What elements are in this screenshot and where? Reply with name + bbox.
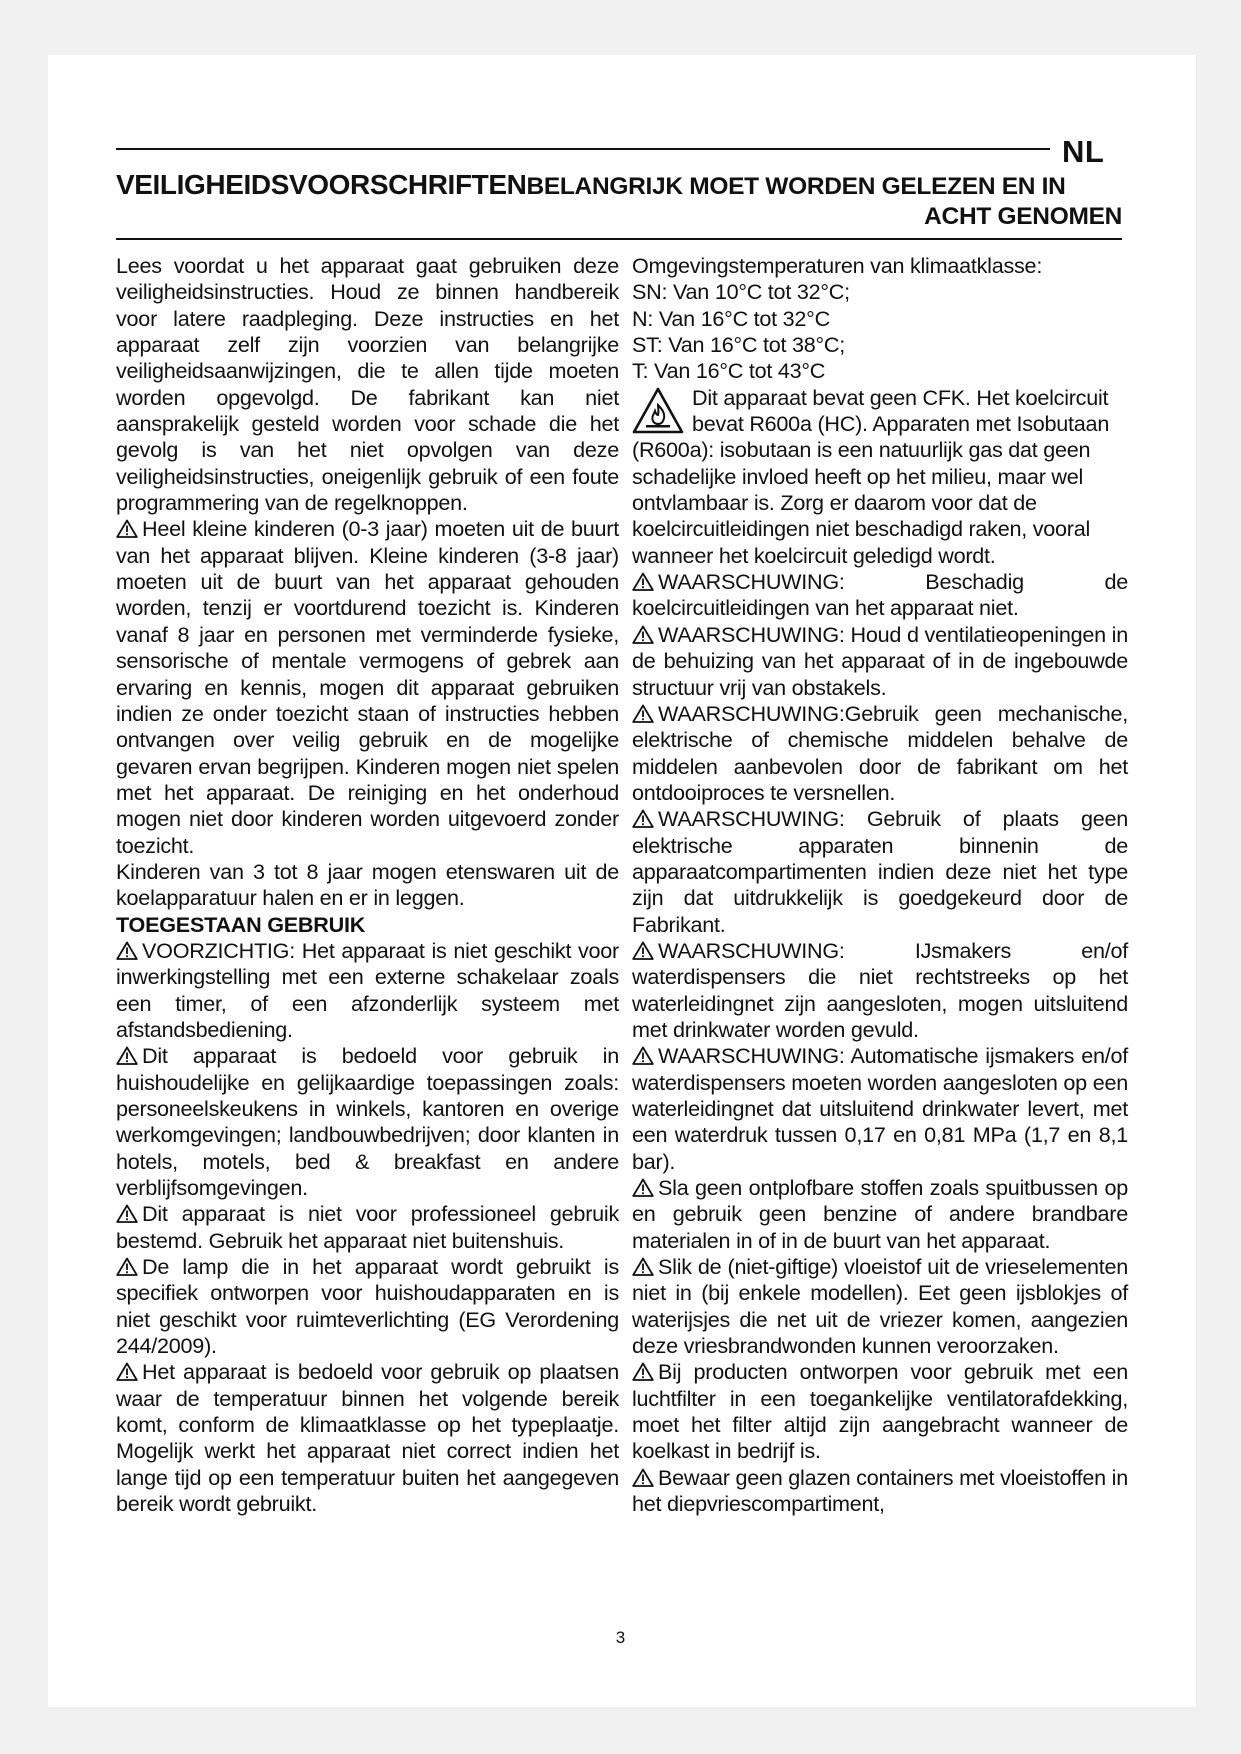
warning-triangle-icon xyxy=(632,704,654,723)
header-rule-bottom xyxy=(116,238,1122,240)
warning-water-pressure xyxy=(632,1043,1128,1175)
temperature-paragraph xyxy=(116,1359,619,1517)
children-warning-paragraph xyxy=(116,516,619,858)
lamp-text: De lamp die in het apparaat wordt gebruikt is specifiek ontworpen voor huishoudapparaten en is niet geschikt voor ruimteverlichting (EG Verordening 244/2009). xyxy=(116,1254,619,1359)
warning-icemakers-drinking-water xyxy=(632,938,1128,1043)
warning-triangle-icon xyxy=(632,1257,654,1276)
section-heading-permitted-use: TOEGESTAAN GEBRUIK xyxy=(116,911,366,937)
title-sub-line2: ACHT GENOMEN xyxy=(924,203,1122,230)
warning-icemakers-drinking-water-text: WAARSCHUWING: IJsmakers en/of waterdispensers die niet rechtstreeks op het waterleidingnet zijn aangesloten, mogen uitsluitend met drinkwater worden gevuld. xyxy=(632,937,1128,1042)
intro-paragraph: Lees voordat u het apparaat gaat gebruiken deze veiligheidsinstructies. Houd ze binnen handbereik voor latere raadpleging. Deze instructies en het apparaat zelf zijn voorzien van belangrijke veiligheidsaanwijzingen, die te allen tijde moeten worden opgevolgd. De fabrikant kan niet aansprakelijk gesteld worden voor schade die het gevolg is van het niet opvolgen van deze veiligheidsinstructies, oneigenlijk gebruik of een foute programmering van de regelknoppen. xyxy=(116,253,619,516)
climate-class-intro: Omgevingstemperaturen van klimaatklasse: xyxy=(632,253,1043,278)
right-column xyxy=(632,253,1128,1518)
warning-air-filter xyxy=(632,1359,1128,1464)
flammable-warning-icon xyxy=(632,387,684,435)
not-professional-text: Dit apparaat is niet voor professioneel gebruik bestemd. Gebruik het apparaat niet buitenshuis. xyxy=(116,1201,619,1253)
warning-triangle-icon xyxy=(632,1178,654,1197)
warning-triangle-icon xyxy=(632,1468,654,1487)
warning-electrical xyxy=(632,806,1128,938)
household-use-text: Dit apparaat is bedoeld voor gebruik in huishoudelijke en gelijkaardige toepassingen zoals: personeelskeukens in winkels, kantoren en overige werkomgevingen; landbouwbedrijven; door klanten in hotels, motels, bed & breakfast en andere verblijfsomgevingen. xyxy=(116,1043,619,1201)
warning-ventilation xyxy=(632,622,1128,701)
warning-freezer-liquid-text: Slik de (niet-giftige) vloeistof uit de vrieselementen niet in (bij enkele modellen). Eet geen ijsblokjes of waterijsjes die net uit de vriezer komen, aangezien deze vriesbrandwonden kunnen veroorzaken. xyxy=(632,1254,1128,1359)
warning-triangle-icon xyxy=(632,809,654,828)
warning-air-filter-text: Bij producten ontworpen voor gebruik met een luchtfilter in een toegankelijke ventilatorafdekking, moet het filter altijd zijn aangebracht wanneer de koelkast in bedrijf is. xyxy=(632,1359,1128,1464)
warning-triangle-icon xyxy=(632,1046,654,1065)
household-use-paragraph xyxy=(116,1043,619,1201)
warning-ventilation-text: WAARSCHUWING: Houd d ventilatieopeningen in de behuizing van het apparaat of in de ingebouwde structuur vrij van obstakels. xyxy=(632,621,1128,700)
warning-defrost xyxy=(632,701,1128,806)
children-food-paragraph: Kinderen van 3 tot 8 jaar mogen etenswaren uit de koelapparatuur halen en er in leggen. xyxy=(116,858,619,911)
warning-triangle-icon xyxy=(116,1204,138,1223)
climate-class-n: N: Van 16°C tot 32°C xyxy=(632,305,830,331)
warning-triangle-icon xyxy=(632,572,654,591)
warning-triangle-icon xyxy=(632,941,654,960)
header-rule-top xyxy=(116,148,1050,150)
warning-explosives xyxy=(632,1175,1128,1254)
warning-water-pressure-text: WAARSCHUWING: Automatische ijsmakers en/of waterdispensers moeten worden aangesloten op een waterleidingnet dat uitsluitend drinkwater levert, met een waterdruk tussen 0,17 en 0,81 MPa (1,7 en 8,1 bar). xyxy=(632,1043,1128,1174)
warning-freezer-liquid xyxy=(632,1254,1128,1359)
warning-triangle-icon xyxy=(116,941,138,960)
title-main: VEILIGHEIDSVOORSCHRIFTEN xyxy=(116,169,527,200)
children-warning-text: Heel kleine kinderen (0-3 jaar) moeten uit de buurt van het apparaat blijven. Kleine kinderen (3-8 jaar) moeten uit de buurt van het apparaat gehouden worden, tenzij er voortdurend toezicht is. Kinderen vanaf 8 jaar en personen met verminderde fysieke, sensorische of mentale vermogens of gebrek aan ervaring en kennis, mogen dit apparaat gebruiken indien ze onder toezicht staan of instructies hebben ontvangen over veilig gebruik en de mogelijke gevaren ervan begrijpen. Kinderen mogen niet spelen met het apparaat. De reiniging en het onderhoud mogen niet door kinderen worden uitgevoerd zonder toezicht. xyxy=(116,516,619,858)
caution-paragraph xyxy=(116,938,619,1043)
left-column xyxy=(116,253,619,1518)
language-code: NL xyxy=(1062,134,1105,169)
not-professional-paragraph xyxy=(116,1201,619,1254)
warning-triangle-icon xyxy=(632,625,654,644)
warning-defrost-text: WAARSCHUWING:Gebruik geen mechanische, elektrische of chemische middelen behalve de middelen aanbevolen door de fabrikant om het ontdooiproces te versnellen. xyxy=(632,700,1128,805)
warning-triangle-icon xyxy=(116,1257,138,1276)
warning-explosives-text: Sla geen ontplofbare stoffen zoals spuitbussen op en gebruik geen benzine of andere brandbare materialen in of in de buurt van het apparaat. xyxy=(632,1175,1128,1253)
caution-text: VOORZICHTIG: Het apparaat is niet geschikt voor inwerkingstelling met een externe schakelaar zoals een timer, of een afzonderlijk systeem met afstandsbediening. xyxy=(116,937,619,1042)
page-number: 3 xyxy=(615,1628,626,1647)
climate-class-t: T: Van 16°C tot 43°C xyxy=(632,358,826,384)
warning-refrigerant-lines xyxy=(632,569,1128,622)
temperature-text: Het apparaat is bedoeld voor gebruik op plaatsen waar de temperatuur binnen het volgende bereik komt, conform de klimaatklasse op het typeplaatje. Mogelijk werkt het apparaat niet correct indien het lange tijd op een temperatuur buiten het aangegeven bereik wordt gebruikt. xyxy=(116,1359,619,1517)
title-sub-line1: BELANGRIJK MOET WORDEN GELEZEN EN IN xyxy=(526,173,1066,200)
climate-class-sn: SN: Van 10°C tot 32°C; xyxy=(632,279,850,305)
warning-triangle-icon xyxy=(116,1046,138,1065)
warning-triangle-icon xyxy=(632,1362,654,1381)
warning-electrical-text: WAARSCHUWING: Gebruik of plaats geen elektrische apparaten binnenin de apparaatcompartimenten indien deze niet het type zijn dat uitdrukkelijk is goedgekeurd door de Fabrikant. xyxy=(632,806,1128,937)
refrigerant-paragraph xyxy=(632,385,1128,569)
warning-refrigerant-lines-text: WAARSCHUWING: Beschadig de koelcircuitleidingen van het apparaat niet. xyxy=(632,569,1128,621)
warning-triangle-icon xyxy=(116,519,138,538)
warning-triangle-icon xyxy=(116,1362,138,1381)
page-title xyxy=(116,170,1122,205)
climate-class-st: ST: Van 16°C tot 38°C; xyxy=(632,332,846,358)
lamp-paragraph xyxy=(116,1254,619,1359)
warning-glass-containers-text: Bewaar geen glazen containers met vloeistoffen in het diepvriescompartiment, xyxy=(632,1464,1128,1517)
refrigerant-text: Dit apparaat bevat geen CFK. Het koelcircuit bevat R600a (HC). Apparaten met Isobutaan (R600a): isobutaan is een natuurlijk gas dat geen schadelijke invloed heeft op het milieu, maar wel ontvlambaar is. Zorg er daarom voor dat de koelcircuitleidingen niet beschadigd raken, vooral wanneer het koelcircuit geledigd wordt. xyxy=(632,384,1110,568)
warning-glass-containers xyxy=(632,1465,1128,1518)
